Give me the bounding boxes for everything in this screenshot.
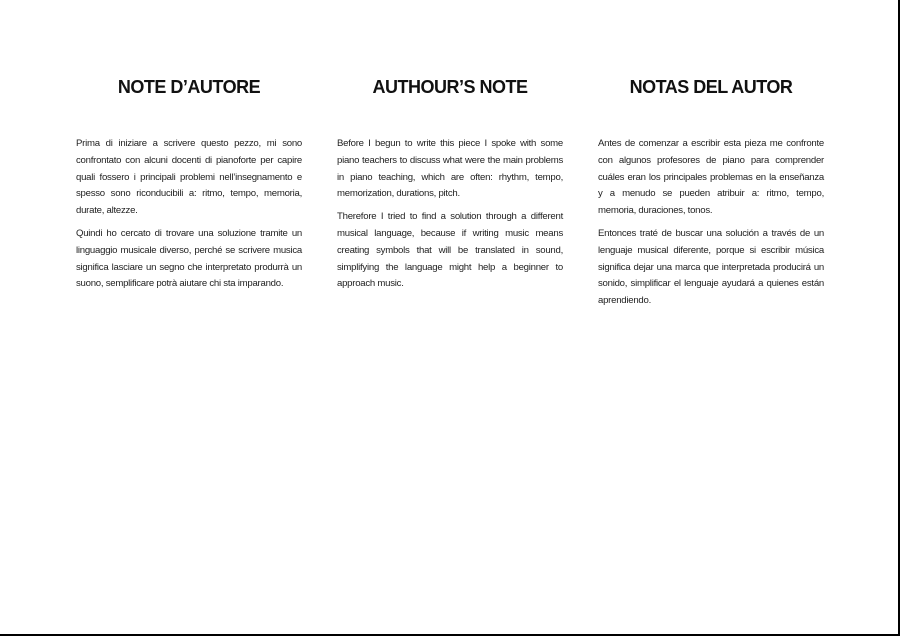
paragraph-spanish-2: Entonces traté de buscar una solución a través de un lenguaje musical diferente, porque si escribir música significa dejar una marca que interpretada producirá un sonido, simplificar el lenguaje ayudará a quienes están aprendiendo. (598, 227, 824, 307)
column-italian (76, 76, 302, 299)
column-title-spanish: NOTAS DEL AUTOR (629, 77, 793, 97)
column-spanish (598, 76, 824, 316)
paragraph-english-1: Before I begun to write this piece I spoke with some piano teachers to discuss what were the main problems in piano teaching, which are often: rhythm, tempo, memorization, durations, pitch. (337, 138, 563, 200)
column-english (337, 76, 563, 299)
paragraph-italian-1: Prima di iniziare a scrivere questo pezzo, mi sono confrontato con alcuni docenti di pianoforte per capire quali fossero i principali problemi nell’insegnamento e spesso sono riconducibili a: ritmo, tempo, memoria, durate, altezze. (76, 138, 302, 217)
column-title-italian: NOTE D’AUTORE (117, 77, 261, 97)
paragraph-english-2: Therefore I tried to find a solution through a different musical language, because if writing music means creating symbols that will be translated in sound, simplifying the language might help a beginner to approach music. (337, 211, 563, 290)
paragraph-italian-2: Quindi ho cercato di trovare una soluzione tramite un linguaggio musicale diverso, perché se scrivere musica significa lasciare un segno che interpretato produrrà un suono, semplificare potrà aiutare chi sta imparando. (76, 227, 302, 290)
column-title-english: AUTHOUR’S NOTE (372, 77, 528, 97)
paragraph-spanish-1: Antes de comenzar a escribir esta pieza me confronte con algunos profesores de piano para comprender cuáles eran los principales problemas en la enseñanza y a menudo se pueden atribuir a: ritmo, tempo, memoria, duraciones, tonos. (598, 138, 824, 217)
